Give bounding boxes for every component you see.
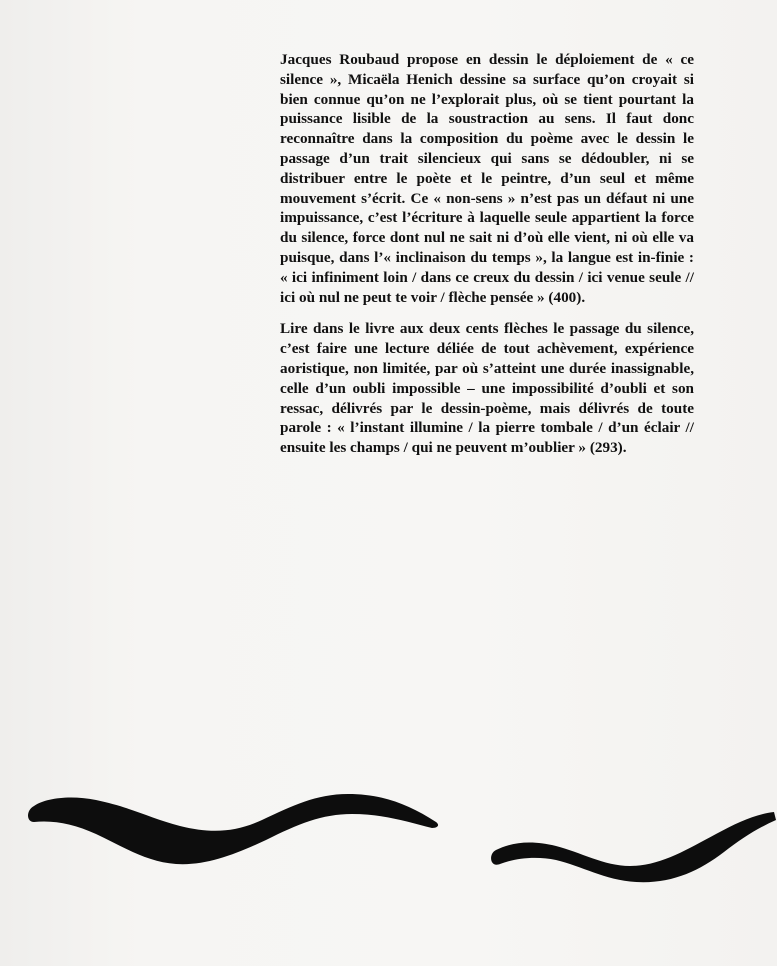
main-text-column bbox=[280, 50, 694, 458]
paragraph-1: Jacques Roubaud propose en dessin le déploiement de « ce silence », Micaëla Henich dessine sa surface qu’on croyait si bien connue qu’on ne l’explorait plus, où se tient pourtant la puissance lisible de la soustraction au sens. Il faut donc reconnaître dans la composition du poème avec le dessin le passage d’un trait silencieux qui sans se dédoubler, ni se distribuer entre le poète et le peintre, d’un seul et même mouvement s’écrit. Ce « non-sens » n’est pas un défaut ni une impuissance, c’est l’écriture à laquelle seule appartient la force du silence, force dont nul ne sait ni d’où elle vient, ni où elle va puisque, dans l’« inclinaison du temps », la langue est in-finie : « ici infiniment loin / dans ce creux du dessin / ici venue seule // ici où nul ne peut te voir / flèche pensée » (400). bbox=[280, 51, 694, 306]
brush-stroke-left bbox=[28, 794, 438, 864]
paragraph-2: Lire dans le livre aux deux cents flèches le passage du silence, c’est faire une lecture déliée de tout achèvement, expérience aoristique, non limitée, par où s’atteint une durée inassignable, celle d’un oubli impossible – une impossibilité d’oubli et son ressac, délivrés par le dessin-poème, mais délivrés de toute parole : « l’instant illumine / la pierre tombale / d’un éclair // ensuite les champs / qui ne peuvent m’oublier » (293). bbox=[280, 320, 694, 457]
brush-stroke-illustration bbox=[0, 780, 777, 900]
brush-stroke-right bbox=[491, 812, 776, 882]
